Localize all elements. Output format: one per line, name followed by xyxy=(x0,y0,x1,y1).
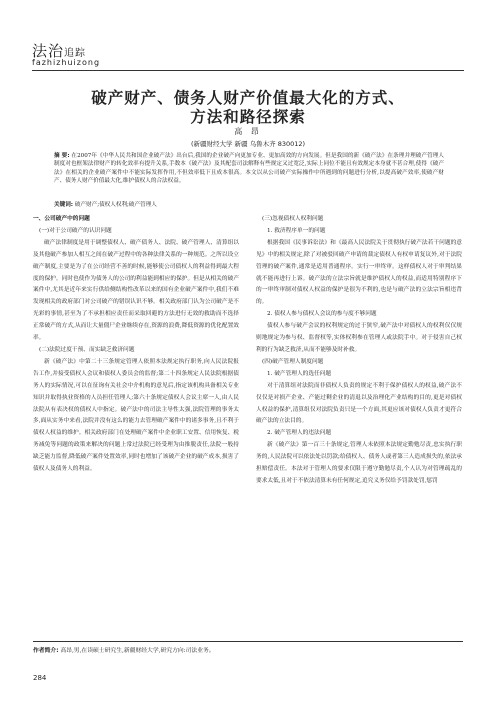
affiliation: (新疆财经大学 新疆 乌鲁木齐 830012) xyxy=(190,140,306,148)
abstract-label: 摘 要: xyxy=(54,153,70,159)
abstract xyxy=(54,152,444,185)
paragraph: 1. 救济程序单一的问题 xyxy=(267,227,326,234)
paragraph: 新《破产法》第一百三十条规定,管理人未依照本法规定勤勉尽责,忠实执行职务的,人民法院可以依法处以罚款;给债权人、债务人或者第三人造成损失的,依法承担赔偿责任。本法对于管理人的要求仅限于遵守勤勉尽责,个人认为对管理疏乱的要求太低,且对于不依法清算未有任何规定,追究义务仅给予罚款处罚,惩罚 xyxy=(256,442,462,484)
footnote-rule xyxy=(33,641,463,642)
left-column xyxy=(33,214,239,476)
subsection-heading: (一)对于公司破产的认识问题 xyxy=(39,227,112,234)
brand-en: fazhizhuizong xyxy=(32,58,101,67)
subsection-heading: (四)破产管理人制度问题 xyxy=(262,358,324,365)
paragraph: 新《破产法》中第二十三条规定管理人依照本法规定执行职务,向人民法院报告工作,并接受债权人会议和债权人委员会的监督;第二十四条规定人民法院根据债务人的实际情况,可以在征询有关社会中介机构的意见后,指定该机构具备相关专业知识并取得执业资格的人员担任管理人;第六十条规定债权人会议主席一人,由人民法院从有表决权的债权人中指定。破产法中的司法主导性太强,法院管理的事务太多,面从实务中来看,法院并没有这么的能力去管理破产案件中的诸多事务,且不利于债权人权益的维护。相关政府部门在处理破产案件中企业职工安置、信用恢复、税务减免等问题的政策来解决的问题上常过法院已经受理为由推脱责任,法院一般持缺乏能力监督,降低破产案件处置效率,同时也增加了该破产企业的破产成本,损害了债权人及债务人的利益。 xyxy=(33,358,239,473)
keywords-label: 关键词: xyxy=(54,202,74,208)
brand-cn-small: 追踪 xyxy=(64,48,87,59)
article-title-line1: 破产财产、债务人财产价值最大化的方式、 xyxy=(91,88,405,107)
paragraph: 对于清算组对法院而非债权人负责的规定不利于保护债权人的权益,破产法不仅仅是对损产企业、产能过剩企业的清退以及治理化产业结构的目的,更是对债权人权益的保护,清算组仅对法院负责只是一个方面,其更应该对债权人负责才更符合破产法的立法目的。 xyxy=(256,382,462,425)
author: 高 昂 xyxy=(234,127,262,136)
brand-cn: 法治 xyxy=(32,42,65,60)
author-footnote xyxy=(33,645,215,654)
paragraph: 债权人参与破产会议的权利规定的过于狭窄,破产法中对债权人的权利仅仅规则地规定为参与权、监督权等,实体权利参在管理人或法院手中。对于侵害自己权利的行为缺乏救济,从而不能够及时补救。 xyxy=(256,323,462,353)
paragraph: 2. 债权人参与债权人会议的参与度不够问题 xyxy=(267,311,377,318)
page-number: 284 xyxy=(33,674,47,682)
keywords-text: 破产财产;债权人权利;破产管理人 xyxy=(74,202,157,208)
footnote-label: 作者简介: xyxy=(33,648,59,654)
paragraph: 根据我国《民事诉讼法》和《最高人民法院关于贯彻执行破产法若干问题的意见》中的相关规定,除了对被驳回破产申请的裁定债权人有权申请复议外,对于法院管理的破产案件,通常是适用普通程序。实行一审终审。这样债权人对于审判结果就不能再进行上诉。破产法的立法宗旨就是维护债权人的权益,而适用特别程序下的一审终审制对债权人权益的保护是很为不利的,也是与破产法的立法宗旨相违背的。 xyxy=(256,239,462,306)
header-rule xyxy=(32,70,464,71)
subsection-heading: (二)法院过度干预、而实缺乏救济问题 xyxy=(39,346,135,353)
abstract-text: 在2007年《中华人民共和国企业破产法》出台后,我国的企业破产向更加专业、更加高效的方向发展。但是我国的新《破产法》在条理并理破产管理人制度对也框架法律财产的转化效率有提升关系,手数本《破产法》及其配套司法解释有些规定又过宽泛,实际上同位不能且有效规定本身就不甚合理,使得《破产法》在相关的企业破产案件中不能实际发挥作用,不但效率低下且成本很高。本文以从公司破产实际操作中所遇到的问题进行分析,以提高破产效率,使破产财产、债务人财产价值最大化,维护债权人的合法权益。 xyxy=(54,153,444,184)
paragraph: 1. 破产管理人的选任问题 xyxy=(267,370,332,377)
keywords xyxy=(54,200,444,208)
paragraph: 2. 破产管理人的违法问题 xyxy=(267,430,332,437)
section-heading: 一、公司破产中的问题 xyxy=(33,216,90,222)
subsection-heading: (三)忽视债权人权利问题 xyxy=(262,216,324,222)
footnote-text: 高昂,男,在读硕士研究生,新疆财经大学,研究方向:司法业务。 xyxy=(60,648,215,654)
paragraph: 破产法律制度是用于调整债权人、破产债务人、法院、破产管理人、清算组以及其他破产参加人相互之间在破产过程中的各种法律关系的一种规范。之所以设立破产制度,主要是为了在公司经营不善的时候,能够使公司债权人的利益得到最大程度的保护。同时也使作为债务人的公司的利益能到相应的保护。但是从相关的破产案件中,尤其是近年来实行供给侧结构性改革以来的国有企业破产案件中,我们不难发现相关的政府部门对公司破产的错误认识不够。相关政府部门认为公司破产是不光彩的事情,甚至为了不承担相应责任而采取回避的方法进行无效的救助而不选择正常破产的方式,从而让大量僵尸企业继续存在,资源的浪费,降低资源的优化配置效率。 xyxy=(33,239,239,342)
right-column xyxy=(256,214,462,488)
article-title-line2: 方法和路径探索 xyxy=(190,107,306,126)
